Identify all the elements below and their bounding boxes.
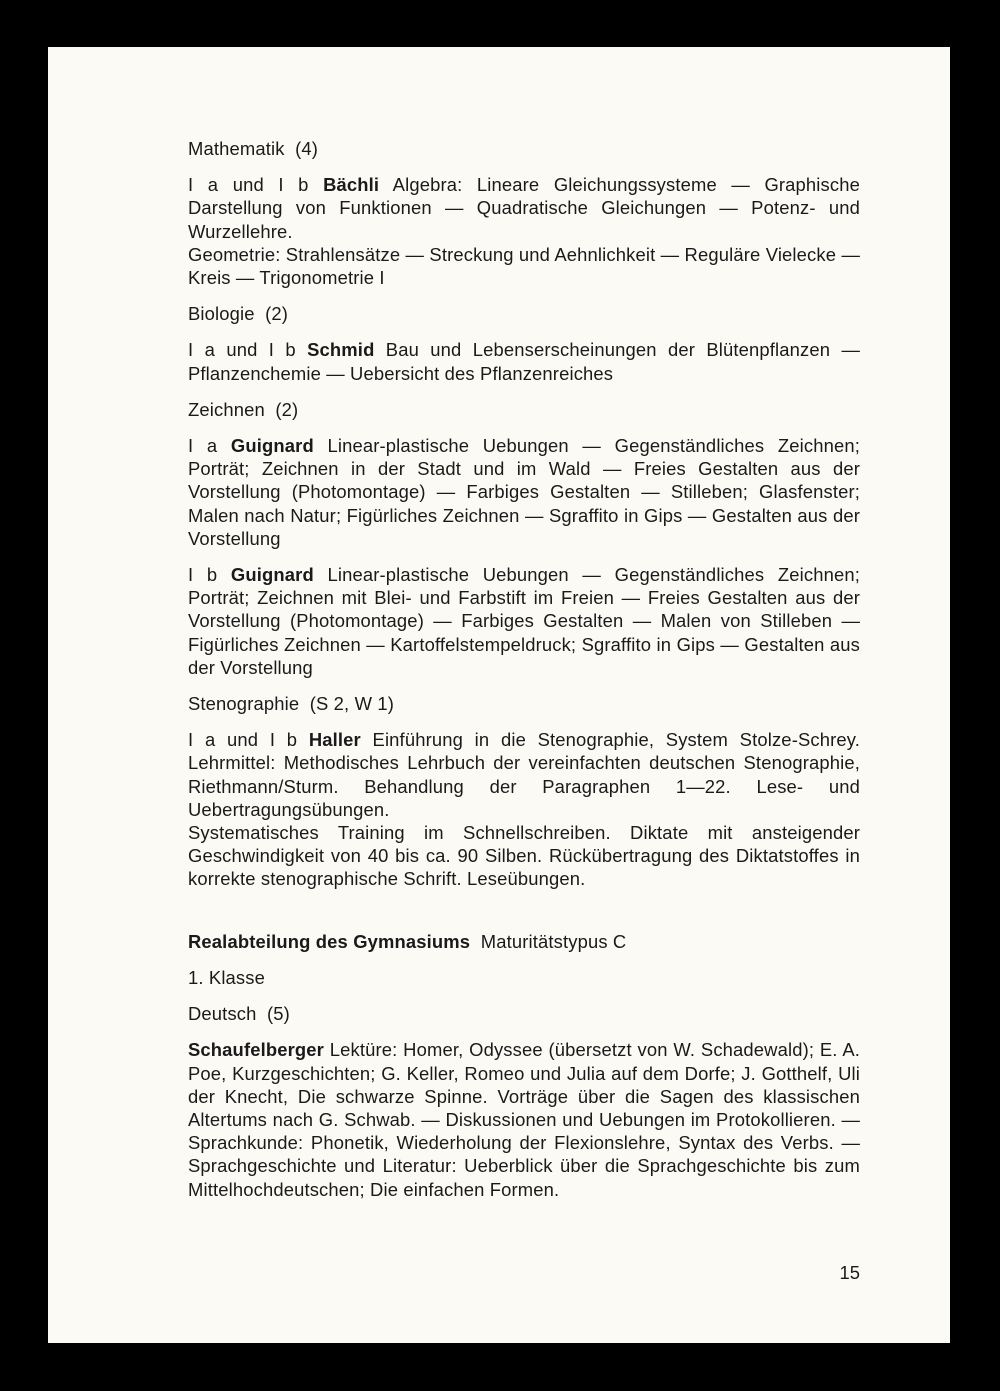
section-gap bbox=[188, 904, 860, 930]
heading-stenographie: Stenographie (S 2, W 1) bbox=[188, 693, 394, 715]
heading-biologie: Biologie (2) bbox=[188, 303, 289, 325]
paragraph-mathematik-algebra bbox=[188, 173, 860, 243]
heading-klasse: 1. Klasse bbox=[188, 966, 265, 988]
course-description: Linear-plastische Uebungen — Gegenständliches Zeichnen; Porträt; Zeichnen mit Blei- und Farbstift im Freien — Freies Gestalten aus der Vorstellung (Photomontage) — Farbiges Gestalten — Malen von Stilleben — Figürliches Zeichnen — Kartoffelstempeldruck; Sgraffito in Gips — Gestalten aus der Vorstellung bbox=[188, 564, 860, 678]
teacher-name: Guignard bbox=[230, 564, 314, 586]
maturity-type: Maturitätstypus C bbox=[470, 930, 627, 952]
paragraph-mathematik-geometrie: Geometrie: Strahlensätze — Streckung und Aehnlichkeit — Reguläre Vielecke — Kreis — Trigonometrie I bbox=[188, 243, 860, 289]
teacher-name: Bächli bbox=[323, 174, 380, 196]
department-title: Realabteilung des Gymnasiums bbox=[188, 930, 471, 952]
course-description: Linear-plastische Uebungen — Gegenständliches Zeichnen; Porträt; Zeichnen in der Stadt und im Wald — Freies Gestalten aus der Vorstellung (Photomontage) — Farbiges Gestalten — Stilleben; Glasfenster; Malen nach Natur; Figürliches Zeichnen — Sgraffito in Gips — Gestalten aus der Vorstellung bbox=[188, 435, 860, 549]
teacher-name: Haller bbox=[308, 729, 361, 751]
paragraph-zeichnen-ia bbox=[188, 434, 860, 550]
paragraph-zeichnen-ib bbox=[188, 563, 860, 679]
teacher-name: Schaufelberger bbox=[188, 1039, 324, 1061]
teacher-name: Guignard bbox=[230, 435, 314, 457]
paragraph-stenographie-training: Systematisches Training im Schnellschreiben. Diktate mit ansteigender Geschwindigkeit von 40 bis ca. 90 Silben. Rückübertragung des Diktatstoffes in korrekte stenographische Schrift. Leseübungen. bbox=[188, 822, 860, 890]
class-label: I a und I b bbox=[188, 174, 324, 196]
paragraph-stenographie-intro bbox=[188, 728, 860, 821]
course-description: Bau und Lebenserscheinungen der Blütenpflanzen — Pflanzenchemie — Uebersicht des Pflanzenreiches bbox=[188, 339, 860, 384]
course-description: Algebra: Lineare Gleichungssysteme — Graphische Darstellung von Funktionen — Quadratische Gleichungen — Potenz- und Wurzellehre. bbox=[188, 174, 860, 242]
paragraph-deutsch bbox=[188, 1038, 860, 1200]
heading-realabteilung bbox=[188, 930, 860, 953]
course-description: Lektüre: Homer, Odyssee (übersetzt von W. Schadewald); E. A. Poe, Kurzgeschichten; G. Keller, Romeo und Julia auf dem Dorfe; J. Gotthelf, Uli der Knecht, Die schwarze Spinne. Vorträge über die Sagen des klassischen Altertums nach G. Schwab. — Diskussionen und Uebungen im Protokollieren. — Sprachkunde: Phonetik, Wiederholung der Flexionslehre, Syntax des Verbs. — Sprachgeschichte und Literatur: Ueberblick über die Sprachgeschichte bis zum Mittelhochdeutschen; Die einfachen Formen. bbox=[188, 1039, 860, 1200]
page-content bbox=[188, 137, 860, 1214]
page-number: 15 bbox=[839, 1262, 860, 1283]
heading-zeichnen: Zeichnen (2) bbox=[188, 398, 299, 420]
course-description: Einführung in die Stenographie, System Stolze-Schrey. Lehrmittel: Methodisches Lehrbuch der vereinfachten deutschen Stenographie, Riethmann/Sturm. Behandlung der Paragraphen 1—22. Lese- und Uebertragungsübungen. bbox=[188, 729, 860, 820]
class-label: I b bbox=[188, 564, 231, 586]
paragraph-biologie bbox=[188, 338, 860, 384]
class-label: I a bbox=[188, 435, 231, 457]
heading-mathematik: Mathematik (4) bbox=[188, 138, 318, 159]
heading-deutsch: Deutsch (5) bbox=[188, 1003, 290, 1025]
class-label: I a und I b bbox=[188, 729, 309, 751]
document-page bbox=[48, 47, 950, 1343]
class-label: I a und I b bbox=[188, 339, 308, 361]
teacher-name: Schmid bbox=[307, 339, 375, 361]
